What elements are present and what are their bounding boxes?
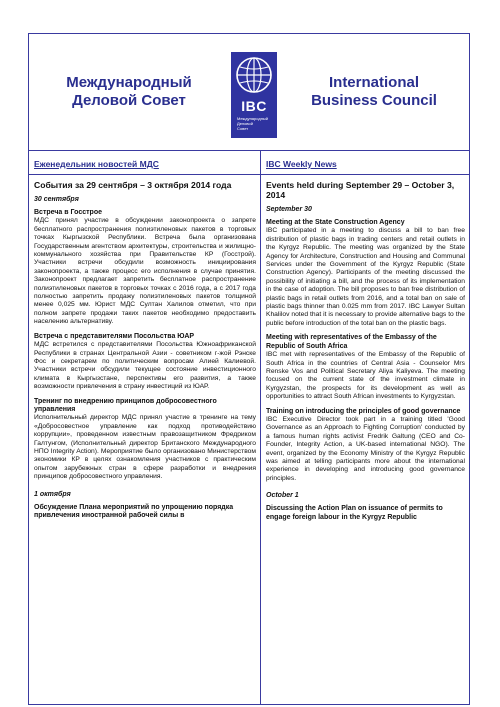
divider [261,174,469,175]
news-body: МДС принял участие в обсуждении законопроекта о запрете бесплатного распространения полиэтиленовых пакетов в торговых точках Кыргызской Республики. Встреча была организована Государственным агентством архитектуры, строительства и жилищно-коммунального хозяйства при Правительстве КР (Госстрой). Участники встречи обсудили возможность инициирования законопроекта, а также процесс его исполнения в случае принятия. Законопроект предлагает запретить бесплатное распространение полиэтиленовых пакетов в торговых точках с 2016 года, а с 2017 года полностью запретить продажу полиэтиленовых пакетов толщиной менее 0,025 мм. Юрист МДС Султан Халилов отметил, что при полном запрете продажи таких пакетов необходимо предоставить населению альтернативу. [34,217,256,326]
news-body: МДС встретился с представителями Посольства Южноафриканской Республики в странах Центральной Азии - советником г-жой Рэнске Фос и секретарем по политическим вопросам Алией Калиевой. Участники встречи обсудили текущее состояние инвестиционного климата в Кыргызстане, перспективы его развития, а также возможности привлечения в страну инвестиций из ЮАР. [34,341,256,391]
news-title: Training on introducing the principles of good governance [266,407,461,415]
events-heading-en: Events held during September 29 – October 3, 2014 [266,180,455,200]
date-label: 1 октября [34,490,71,498]
globe-icon [234,55,274,95]
news-body: IBC Executive Director took part in a training titled 'Good Governance as an Approach to Fighting Corruption' conducted by a famous human rights activist Fredrik Galtung (CEO and Co-Founder, Integrity Action, a UK-based international NGO). The event, organized by the Economy Ministry of the Kyrgyz Republic was aimed at telling participants more about the international experience in developing and introducing good governance principles. [266,415,465,482]
header-title-en-line1: International [328,74,419,91]
news-title: Meeting at the State Construction Agency [266,219,405,226]
column-russian [29,151,261,705]
date-label: October 1 [266,492,299,500]
news-title: Тренинг по внедрению принципов добросовестного управления [34,397,217,413]
logo-text: IBC [241,98,267,114]
events-heading-ru: События за 29 сентября – 3 октября 2014 года [34,180,232,190]
header-title-en-line2: Business Council [311,92,437,109]
news-title: Обсуждение Плана мероприятий по упрощению порядка привлечения иностранной рабочей силы в [34,503,234,519]
header [29,34,469,151]
news-title: Meeting with representatives of the Embassy of the Republic of South Africa [266,334,437,350]
logo-subtitle [237,116,275,131]
weekly-heading-ru: Еженедельник новостей МДС [34,159,159,169]
logo-subtitle-line3: Совет [237,126,249,131]
news-body: IBC met with representatives of the Embassy of the Republic of South Africa in the countries of Central Asia - Counselor Mrs Renske Vos and Political Secretary Aliya Kaliyeva. The meeting focused on the current state of the investment climate in Kyrgyzstan, the prospects for its development as well as opportunities to attract South African investments to Kyrgyzstan. [266,351,465,401]
column-english [261,151,469,705]
header-title-ru [29,34,229,150]
newsletter-frame [28,33,470,705]
date-label: 30 сентября [34,196,79,203]
news-title: Встреча с представителями Посольства ЮАР [34,332,195,340]
header-title-ru-line2: Деловой Совет [72,92,186,109]
logo-subtitle-line2: Деловой [237,121,253,126]
news-title: Встреча в Госстрое [34,209,102,216]
divider [29,174,260,175]
news-title: Discussing the Action Plan on issuance of permits to engage foreign labour in the Kyrgyz Republic [266,505,443,521]
date-label: September 30 [266,206,312,213]
weekly-heading-en: IBC Weekly News [266,159,337,169]
header-title-en [279,34,469,150]
header-title-ru-line1: Международный [66,74,192,91]
ibc-logo [231,52,277,138]
news-body: IBC participated in a meeting to discuss a bill to ban free distribution of plastic bags in trading centers and retail outlets in the Kyrgyz Republic. The meeting was organized by the State Agency for Architecture, Construction and Housing and Communal Services under the Government of the Kyrgyz Republic (State Construction Agency). Participants of the meeting discussed the possibility of initiating a bill, and the process of its implementation in the case of adoption. The bill proposes to ban free distribution of plastic bags in retail outlets from 2016, and a total ban on sale of plastic bags thinner than 0.025 mm from 2017. IBC Lawyer Sultan Khalilov noted that it is necessary to provide alternative bags to the public before introduction of the total ban on the plastic bags. [266,227,465,327]
logo-subtitle-line1: Международный [237,116,269,121]
news-body: Исполнительный директор МДС принял участие в тренинге на тему «Добросовестное управление как подход противодействию коррупции», проведенном известным правозащитником Фредриком Галтунгом, (Исполнительный директор Британского Международного НПО Integrity Action). Мероприятие было организовано Министерством экономики КР в целях ознакомления участников с практическим опытом зарубежных стран в сфере разработки и внедрения принципов добросовестного управления. [34,414,256,481]
